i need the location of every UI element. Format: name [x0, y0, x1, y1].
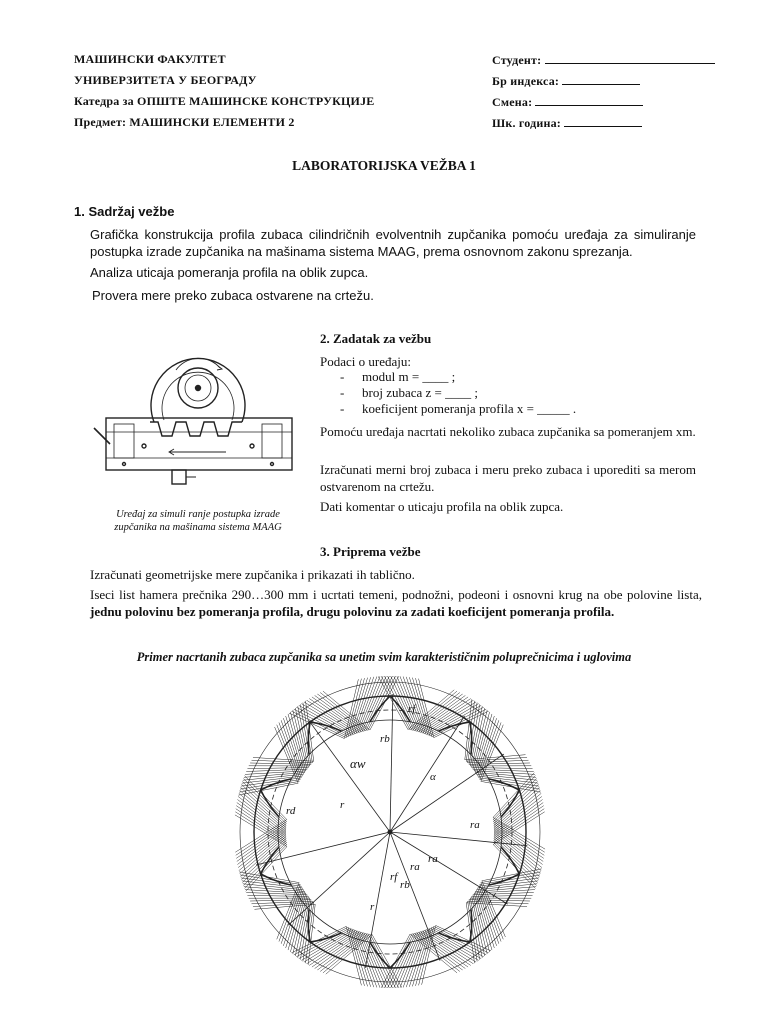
- hatch-line: [236, 806, 286, 841]
- gear-center: [388, 830, 392, 834]
- list-dash: -: [340, 369, 362, 385]
- index-field: [492, 73, 640, 89]
- gear-teeth-figure: [230, 672, 550, 1020]
- hatch-line: [480, 884, 501, 941]
- radius-label: r: [340, 799, 345, 811]
- radius-ray: [309, 720, 390, 832]
- list-item-koeficijent: [340, 401, 576, 417]
- section1-paragraph3: Provera mere preko zubaca ostvarene na crtežu.: [92, 287, 374, 304]
- hatch-line: [494, 806, 544, 841]
- section2-intro: Podaci o uređaju:: [320, 353, 411, 370]
- hatch-line: [296, 707, 350, 736]
- list-item-modul: [340, 369, 455, 385]
- hatch-line: [294, 709, 348, 737]
- figure1-caption-line1: Uređaj za simuli ranje postupka izrade: [80, 508, 316, 521]
- student-field: [492, 52, 715, 68]
- radius-ray: [365, 832, 390, 968]
- tooth-outline: [439, 909, 472, 942]
- tooth-outline: [439, 722, 472, 755]
- section1-paragraph1: Grafička konstrukcija profila zubaca cilindričnih evolventnih zupčanika pomoću uređaja za simuliranje postupka izrade zupčanika na mašinama sistema MAAG, prema osnovnom zakonu sprezanja.: [90, 226, 696, 260]
- radius-label: rb: [400, 879, 410, 891]
- hatch-line: [472, 895, 533, 896]
- index-blank[interactable]: [562, 73, 640, 85]
- hatch-line: [246, 847, 287, 892]
- section2-paragraph3: Dati komentar o uticaju profila na oblik zupca.: [320, 498, 563, 515]
- hatch-line: [286, 716, 304, 774]
- radius-ray: [390, 832, 527, 846]
- school-year-label: Шк. година:: [492, 116, 561, 130]
- radius-label: rf: [408, 703, 417, 715]
- hatch-line: [350, 928, 368, 986]
- shift-blank[interactable]: [535, 94, 643, 106]
- student-label: Студент:: [492, 53, 541, 67]
- radius-label: rb: [380, 733, 390, 745]
- school-year-field: [492, 115, 642, 131]
- hatch-line: [480, 722, 501, 779]
- section3-paragraph1: Izračunati geometrijske mere zupčanika i prikazati ih tablično.: [90, 566, 415, 583]
- student-blank[interactable]: [545, 52, 715, 64]
- hatch-line: [472, 768, 533, 769]
- list-item-text: koeficijent pomeranja profila x = _____ .: [362, 401, 576, 416]
- section3-paragraph2: [90, 586, 702, 620]
- angle-label: α: [430, 771, 436, 783]
- list-item-text: modul m = ____ ;: [362, 369, 455, 384]
- radius-label: rf: [390, 871, 399, 883]
- hatch-line: [432, 927, 486, 955]
- angle-label: αw: [350, 756, 366, 771]
- section3-heading: 3. Priprema vežbe: [320, 544, 420, 560]
- section2-paragraph2: Izračunati merni broj zubaca i meru preko zubaca i uporediti sa merom ostvarenom na crtežu.: [320, 461, 696, 495]
- hatch-line: [279, 884, 300, 941]
- section3-paragraph2-start: Iseci list hamera prečnika 290…300 mm i ucrtati temeni, podnožni, podeoni i osnovni krug na obe polovine lista,: [90, 587, 702, 602]
- hatch-line: [468, 703, 477, 763]
- radius-ray: [390, 754, 504, 832]
- radius-label: ra: [410, 861, 420, 873]
- hatch-line: [247, 895, 308, 896]
- section1-heading: 1. Sadržaj vežbe: [74, 204, 174, 219]
- subject-name: Предмет: МАШИНСКИ ЕЛЕМЕНТИ 2: [74, 115, 295, 130]
- radius-ray: [256, 832, 390, 865]
- hatch-line: [364, 933, 390, 988]
- school-year-blank[interactable]: [564, 115, 642, 127]
- list-item-text: broj zubaca z = ____ ;: [362, 385, 478, 400]
- maag-device-figure: [92, 348, 304, 498]
- page-title: LABORATORIJSKA VEŽBA 1: [0, 158, 768, 174]
- hatch-line: [299, 705, 352, 735]
- hatch-line: [326, 934, 372, 974]
- university-name: УНИВЕРЗИТЕТА У БЕОГРАДУ: [74, 73, 257, 88]
- radius-ray: [288, 832, 390, 925]
- hatch-line: [247, 768, 308, 769]
- radius-ray: [390, 832, 508, 904]
- figure2-title: Primer nacrtanih zubaca zupčanika sa unetim svim karakterističnim poluprečnicima i uglovima: [0, 650, 768, 665]
- shift-field: [492, 94, 643, 110]
- hatch-line: [494, 824, 544, 859]
- hatch-line: [428, 929, 481, 959]
- figure1-caption: [80, 508, 316, 534]
- radius-label: rd: [286, 805, 296, 817]
- list-dash: -: [340, 401, 362, 417]
- index-label: Бр индекса:: [492, 74, 559, 88]
- hatch-line: [286, 890, 304, 948]
- hatch-line: [422, 925, 436, 984]
- hatch-line: [412, 928, 430, 986]
- radius-label: ra: [470, 819, 480, 831]
- list-item-broj-zubaca: [340, 385, 478, 401]
- maag-device-drawing: [92, 348, 304, 498]
- section1-paragraph2: Analiza uticaja pomeranja profila na oblik zupca.: [90, 264, 368, 281]
- department-name: Катедра за ОПШТЕ МАШИНСКЕ КОНСТРУКЦИЈЕ: [74, 94, 374, 109]
- hatch-line: [236, 824, 286, 859]
- hatch-line: [350, 678, 368, 736]
- faculty-name: МАШИНСКИ ФАКУЛТЕТ: [74, 52, 226, 67]
- gear-teeth-drawing: [230, 672, 550, 1020]
- hatch-line: [477, 890, 495, 948]
- hatch-line: [477, 716, 495, 774]
- section2-paragraph1: Pomoću uređaja nacrtati nekoliko zubaca zupčanika sa pomeranjem xm.: [320, 423, 696, 440]
- hatch-line: [279, 722, 300, 779]
- hatch-line: [430, 928, 484, 957]
- radius-ray: [390, 694, 393, 832]
- tooth-outline: [308, 909, 341, 942]
- section2-heading: 2. Zadatak za vežbu: [320, 331, 431, 347]
- shift-label: Смена:: [492, 95, 532, 109]
- figure1-caption-line2: zupčanika na mašinama sistema MAAG: [80, 521, 316, 534]
- radius-label: r: [370, 901, 375, 913]
- section3-paragraph2-bold: jednu polovinu bez pomeranja profila, drugu polovinu za zadati koeficijent pomeranja profila.: [90, 604, 614, 619]
- list-dash: -: [340, 385, 362, 401]
- radius-label: ra: [428, 853, 438, 865]
- hatch-line: [344, 679, 358, 738]
